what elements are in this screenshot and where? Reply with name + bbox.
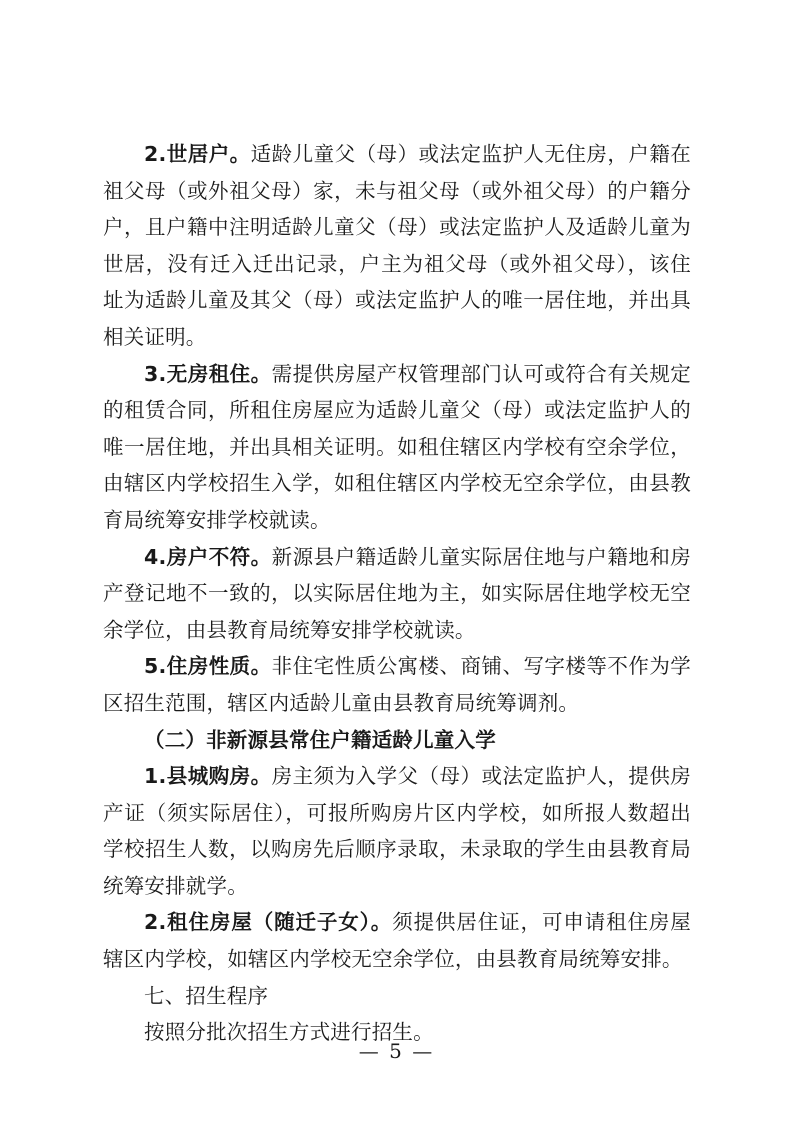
paragraph-lead: 5.住房性质。	[144, 654, 272, 679]
section-heading-enrollment-procedure: 七、招生程序	[144, 983, 269, 1008]
paragraph-text: 非住宅性质公寓楼、商铺、写字楼等不作为学区招生范围，辖区内适龄儿童由县教育局统筹调剂。	[103, 654, 692, 715]
document-body	[103, 136, 691, 1051]
paragraph-wufangzuzhu	[103, 356, 691, 539]
page-number: — 5 —	[358, 1039, 435, 1063]
paragraph-text: 新源县户籍适龄儿童实际居住地与户籍地和房产登记地不一致的，以实际居住地为主，如实际居住地学校无空余学位，由县教育局统筹安排学校就读。	[103, 544, 692, 642]
paragraph-text: 适龄儿童父（母）或法定监护人无住房，户籍在祖父母（或外祖父母）家，未与祖父母（或外祖父母）的户籍分户，且户籍中注明适龄儿童父（母）或法定监护人及适龄儿童为世居，没有迁入迁出记录，户主为祖父母（或外祖父母），该住址为适龄儿童及其父（母）或法定监护人的唯一居住地，并出具相关证明。	[103, 142, 691, 349]
paragraph-fanghubufu	[103, 539, 691, 649]
paragraph-lead: 2.世居户。	[144, 142, 251, 166]
paragraph-lead: 2.租住房屋（随迁子女）。	[144, 910, 393, 935]
paragraph-shijuhu	[103, 136, 691, 356]
section-heading-non-resident: （二）非新源县常住户籍适龄儿童入学	[144, 727, 496, 752]
paragraph-text: 按照分批次招生方式进行招生。	[144, 1020, 434, 1045]
paragraph-xianchenggoufang	[103, 758, 691, 904]
paragraph-lead: 1.县城购房。	[144, 764, 272, 789]
paragraph-zhufangxingzhi	[103, 648, 691, 721]
paragraph-lead: 4.房户不符。	[144, 544, 272, 569]
paragraph-zuzhufangwu	[103, 904, 691, 977]
paragraph-text: 须提供居住证，可申请租住房屋辖区内学校，如辖区内学校无空余学位，由县教育局统筹安排。	[103, 910, 691, 972]
paragraph-text: 需提供房屋产权管理部门认可或符合有关规定的租赁合同，所租住房屋应为适龄儿童父（母）或法定监护人的唯一居住地，并出具相关证明。如租住辖区内学校有空余学位，由辖区内学校招生入学，如租住辖区内学校无空余学位，由县教育局统筹安排学校就读。	[103, 361, 692, 532]
paragraph-lead: 3.无房租住。	[144, 361, 272, 386]
paragraph-text: 房主须为入学父（母）或法定监护人，提供房产证（须实际居住），可报所购房片区内学校，如所报人数超出学校招生人数，以购房先后顺序录取，未录取的学生由县教育局统筹安排就学。	[103, 764, 692, 898]
